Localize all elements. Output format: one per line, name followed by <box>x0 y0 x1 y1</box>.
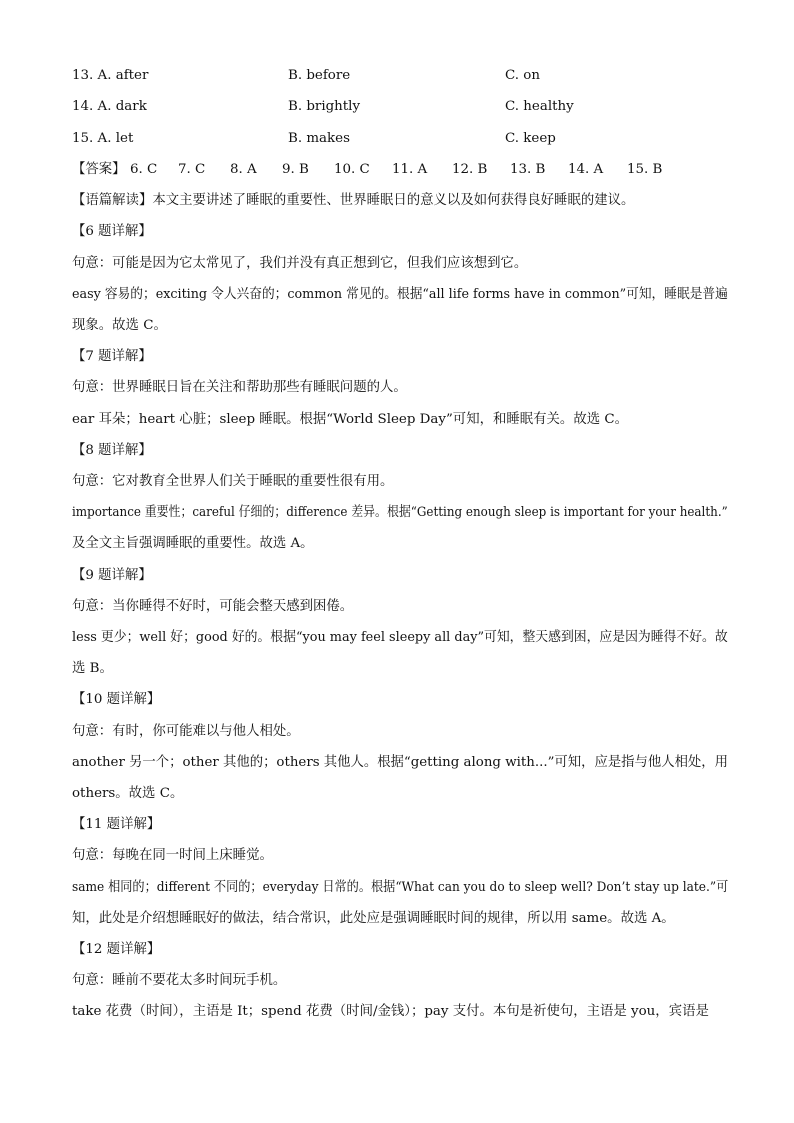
answer-item: 9. B <box>282 162 309 177</box>
explanation-line: 现象。故选 C。 <box>72 318 167 333</box>
section-heading-7: 【7 题详解】 <box>72 349 152 364</box>
explanation-line: less 更少；well 好；good 好的。根据“you may feel sleepy all day”可知，整天感到困，应是因为睡得不好。故 <box>72 630 728 645</box>
answer-item: 8. A <box>230 162 257 177</box>
sentence-meaning: 句意：有时，你可能难以与他人相处。 <box>72 724 300 739</box>
answer-item: 12. B <box>452 162 488 177</box>
explanation-line: same 相同的；different 不同的；everyday 日常的。根据“What can you do to sleep well? Don’t stay up late.”可 <box>72 880 729 895</box>
sentence-meaning: 句意：世界睡眠日旨在关注和帮助那些有睡眠问题的人。 <box>72 380 407 395</box>
sentence-meaning: 句意：当你睡得不好时，可能会整天感到困倦。 <box>72 599 354 614</box>
sentence-meaning: 句意：每晚在同一时间上床睡觉。 <box>72 848 273 863</box>
option-row-14 <box>72 97 728 117</box>
option-c: C. on <box>505 68 540 83</box>
option-a: 14. A. dark <box>72 99 147 114</box>
explanation-line: another 另一个；other 其他的；others 其他人。根据“getting along with...”可知，应是指与他人相处，用 <box>72 755 728 770</box>
explanation-line: 及全文主旨强调睡眠的重要性。故选 A。 <box>72 536 314 551</box>
explanation-line: easy 容易的；exciting 令人兴奋的；common 常见的。根据“all life forms have in common”可知，睡眠是普遍 <box>72 287 728 302</box>
explanation-line: 知，此处是介绍想睡眠好的做法，结合常识，此处应是强调睡眠时间的规律，所以用 same。故选 A。 <box>72 911 675 926</box>
passage-summary: 【语篇解读】本文主要讲述了睡眠的重要性、世界睡眠日的意义以及如何获得良好睡眠的建议。 <box>72 193 635 208</box>
option-row-15 <box>72 129 728 149</box>
answer-item: 10. C <box>334 162 370 177</box>
answer-item: 15. B <box>627 162 663 177</box>
option-b: B. brightly <box>288 99 361 114</box>
option-b: B. before <box>288 68 351 83</box>
answer-item: 6. C <box>130 162 158 177</box>
section-heading-12: 【12 题详解】 <box>72 942 161 957</box>
explanation-line: others。故选 C。 <box>72 786 184 801</box>
option-c: C. healthy <box>505 99 574 114</box>
option-a: 13. A. after <box>72 68 149 83</box>
option-b: B. makes <box>288 131 350 146</box>
section-heading-9: 【9 题详解】 <box>72 568 152 583</box>
sentence-meaning: 句意：可能是因为它太常见了，我们并没有真正想到它，但我们应该想到它。 <box>72 256 528 271</box>
answer-item: 7. C <box>178 162 206 177</box>
sentence-meaning: 句意：它对教育全世界人们关于睡眠的重要性很有用。 <box>72 474 394 489</box>
answer-item: 13. B <box>510 162 546 177</box>
answer-item: 11. A <box>392 162 428 177</box>
section-heading-11: 【11 题详解】 <box>72 817 161 832</box>
option-row-13 <box>72 66 728 86</box>
answer-item: 14. A <box>568 162 604 177</box>
section-heading-8: 【8 题详解】 <box>72 443 152 458</box>
sentence-meaning: 句意：睡前不要花太多时间玩手机。 <box>72 973 287 988</box>
option-a: 15. A. let <box>72 131 134 146</box>
explanation-line: ear 耳朵；heart 心脏；sleep 睡眠。根据“World Sleep Day”可知，和睡眠有关。故选 C。 <box>72 412 628 427</box>
option-c: C. keep <box>505 131 556 146</box>
answer-label: 【答案】 <box>72 162 126 177</box>
explanation-line: 选 B。 <box>72 661 113 676</box>
section-heading-6: 【6 题详解】 <box>72 224 152 239</box>
answer-key <box>72 160 728 180</box>
explanation-line: take 花费（时间），主语是 It；spend 花费（时间/金钱）；pay 支付。本句是祈使句，主语是 you，宾语是 <box>72 1004 709 1019</box>
explanation-line: importance 重要性；careful 仔细的；difference 差异。根据“Getting enough sleep is important for your health.” <box>72 505 728 520</box>
section-heading-10: 【10 题详解】 <box>72 692 161 707</box>
